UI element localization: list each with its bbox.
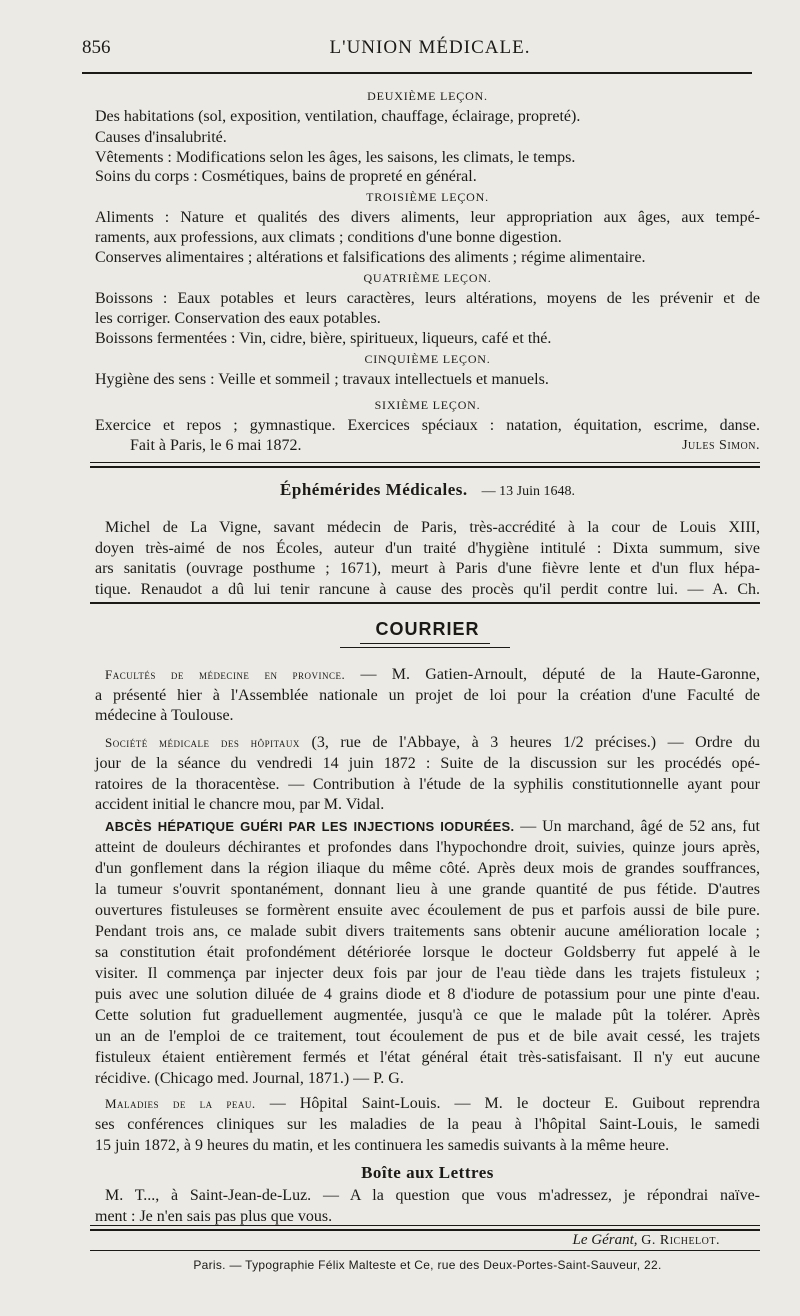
lesson-4-line-3: Boissons fermentées : Vin, cidre, bière, spiritueux, liqueurs, café et thé. [95,330,552,347]
title-underline [360,643,490,644]
lesson-2-line-4: Soins du corps : Cosmétiques, bains de propreté en général. [95,168,477,185]
lesson-3-line-2: raments, aux professions, aux climats ; conditions d'une bonne digestion. [95,229,562,246]
boite-line-1: M. T..., à Saint-Jean-de-Luz. — A la question que vous m'adressez, je répondrai naïve- [105,1187,760,1204]
abces-line-3: d'un gonflement dans la région iliaque du même côté. Après deux mois de grandes souffrances, [95,860,760,877]
abces-lead: ABCÈS HÉPATIQUE GUÉRI PAR LES INJECTIONS IODURÉES. [105,819,515,834]
lesson-6-line-1: Exercice et repos ; gymnastique. Exercices spéciaux : natation, équitation, escrime, danse. [95,417,760,434]
divider [90,1250,760,1251]
facultes-lead: Facultés de médecine en province. [105,667,346,682]
courrier-title: COURRIER [375,619,480,639]
gerant-name: G. Richelot. [641,1233,720,1248]
lesson-2-line-2: Causes d'insalubrité. [95,129,227,146]
maladies-line-1: Maladies de la peau. — Hôpital Saint-Louis. — M. le docteur E. Guibout reprendra [105,1095,760,1112]
societe-line-3: ratoires de la thoracentèse. — Contribution à l'étude de la syphilis constitutionnelle ayant pour [95,776,760,793]
abces-line-11: un an de l'emploi de ce traitement, tout écoulement de pus et de bile avait cessé, les trajets [95,1028,760,1045]
boite-line-2: ment : Je n'en sais pas plus que vous. [95,1208,333,1225]
lesson-5-heading: CINQUIÈME LEÇON. [364,352,491,366]
abces-line-7: sa constitution était profondément détériorée lorsque le docteur Goldsberry fut appelé à le [95,944,760,961]
lesson-3-heading: TROISIÈME LEÇON. [366,190,489,204]
lesson-2-heading: DEUXIÈME LEÇON. [367,89,488,103]
journal-title: L'UNION MÉDICALE. [329,37,531,58]
ephemerides-line-1: Michel de La Vigne, savant médecin de Paris, très-accrédité à la cour de Louis XIII, [105,519,760,536]
ephemerides-line-4: tique. Renaudot a dû lui tenir rancune à cause des procès qu'il perdit contre lui. — A. Ch. [95,581,760,598]
ephemerides-line-2: doyen très-aimé de nos Écoles, auteur d'un traité d'hygiène intitulé : Dixta summum, sive [95,540,760,557]
abces-line-10: Cette solution fut graduellement augmentée, jusqu'à ce que le malade pût la tolérer. Après [95,1007,760,1024]
lesson-4-line-1: Boissons : Eaux potables et leurs caractères, leurs altérations, moyens de les prévenir et de [95,290,760,307]
maladies-lead: Maladies de la peau. [105,1096,256,1111]
ephemerides-line-3: ars sanitatis (ouvrage posthume ; 1671), meurt à Paris d'une fièvre lente et d'un flux hépa- [95,560,760,577]
lesson-6-heading: SIXIÈME LEÇON. [374,398,481,412]
abces-line-1: ABCÈS HÉPATIQUE GUÉRI PAR LES INJECTIONS IODURÉES. — Un marchand, âgé de 52 ans, fut [105,818,761,835]
lesson-5-line-1: Hygiène des sens : Veille et sommeil ; travaux intellectuels et manuels. [95,371,549,388]
facultes-line-3: médecine à Toulouse. [95,707,234,724]
societe-lead: Société médicale des hôpitaux [105,735,300,750]
divider [90,466,760,468]
divider [90,462,760,463]
boite-title: Boîte aux Lettres [361,1163,494,1182]
abces-line-8: visiter. Il commença par injecter deux fois par jour de l'eau tiède dans les trajets fistuleux ; [95,965,760,982]
signoff-signature: Jules Simon. [682,438,760,453]
maladies-line-3: 15 juin 1872, à 9 heures du matin, et les continuera les samedis suivants à la même heure. [95,1137,670,1154]
societe-line-2: jour de la séance du vendredi 14 juin 1872 : Suite de la discussion sur les procédés opé- [95,755,760,772]
abces-line-2: atteint de douleurs déchirantes et profondes dans l'hypochondre droit, suivies, quinze jours après, [95,839,760,856]
imprint: Paris. — Typographie Félix Malteste et Ce, rue des Deux-Portes-Saint-Sauveur, 22. [193,1258,662,1272]
lesson-2-line-1: Des habitations (sol, exposition, ventilation, chauffage, éclairage, propreté). [95,108,581,125]
header-rule [82,72,752,74]
abces-line-6: Pendant trois ans, ce malade subit divers traitements sans obtenir aucune amélioration locale ; [95,923,760,940]
abces-line-13: récidive. (Chicago med. Journal, 1871.) — P. G. [95,1070,404,1087]
lesson-4-line-2: les corriger. Conservation des eaux potables. [95,310,381,327]
abces-line-5: ouvertures fistuleuses se formèrent ensuite avec écoulement de pus et parfois aussi de bile pure. [95,902,760,919]
ephemerides-heading-row [95,480,760,501]
facultes-line-2: a présenté hier à l'Assemblée nationale un projet de loi pour la création d'une Faculté de [95,687,760,704]
societe-line-4: accident initial le chancre mou, par M. Vidal. [95,796,385,813]
title-underline [340,647,510,648]
gerant-label: Le Gérant, [572,1232,638,1248]
abces-line-4: la tumeur s'ouvrit spontanément, donnant lieu à une grande quantité de pus fétide. D'autres [95,881,760,898]
lesson-4-heading: QUATRIÈME LEÇON. [363,271,492,285]
divider [90,1225,760,1226]
abces-line-9: puis avec une solution diluée de 4 grains diode et 8 d'iodure de potassium pour une pinte d'eau. [95,986,760,1003]
lesson-3-line-1: Aliments : Nature et qualités des divers aliments, leur appropriation aux âges, aux tempé- [95,209,760,226]
facultes-line-1: Facultés de médecine en province. — M. Gatien-Arnoult, député de la Haute-Garonne, [105,666,761,683]
lesson-3-line-3: Conserves alimentaires ; altérations et falsifications des aliments ; régime alimentaire. [95,249,646,266]
divider [90,602,760,604]
ephemerides-date: — 13 Juin 1648. [481,484,575,499]
divider [90,1229,760,1231]
societe-line-1: Société médicale des hôpitaux (3, rue de l'Abbaye, à 3 heures 1/2 précises.) — Ordre du [105,734,761,751]
maladies-line-2: ses conférences cliniques sur les maladies de la peau à l'hôpital Saint-Louis, le samedi [95,1116,760,1133]
signoff-place-date: Fait à Paris, le 6 mai 1872. [130,437,302,454]
ephemerides-title: Éphémérides Médicales. [280,480,468,499]
gerant-line [500,1232,720,1249]
page-number: 856 [82,37,111,58]
lesson-2-line-3: Vêtements : Modifications selon les âges, les saisons, les climats, le temps. [95,149,576,166]
abces-line-12: fistuleux étaient entièrement fermés et l'état général était très-satisfaisant. Il n'y eut aucune [95,1049,760,1066]
